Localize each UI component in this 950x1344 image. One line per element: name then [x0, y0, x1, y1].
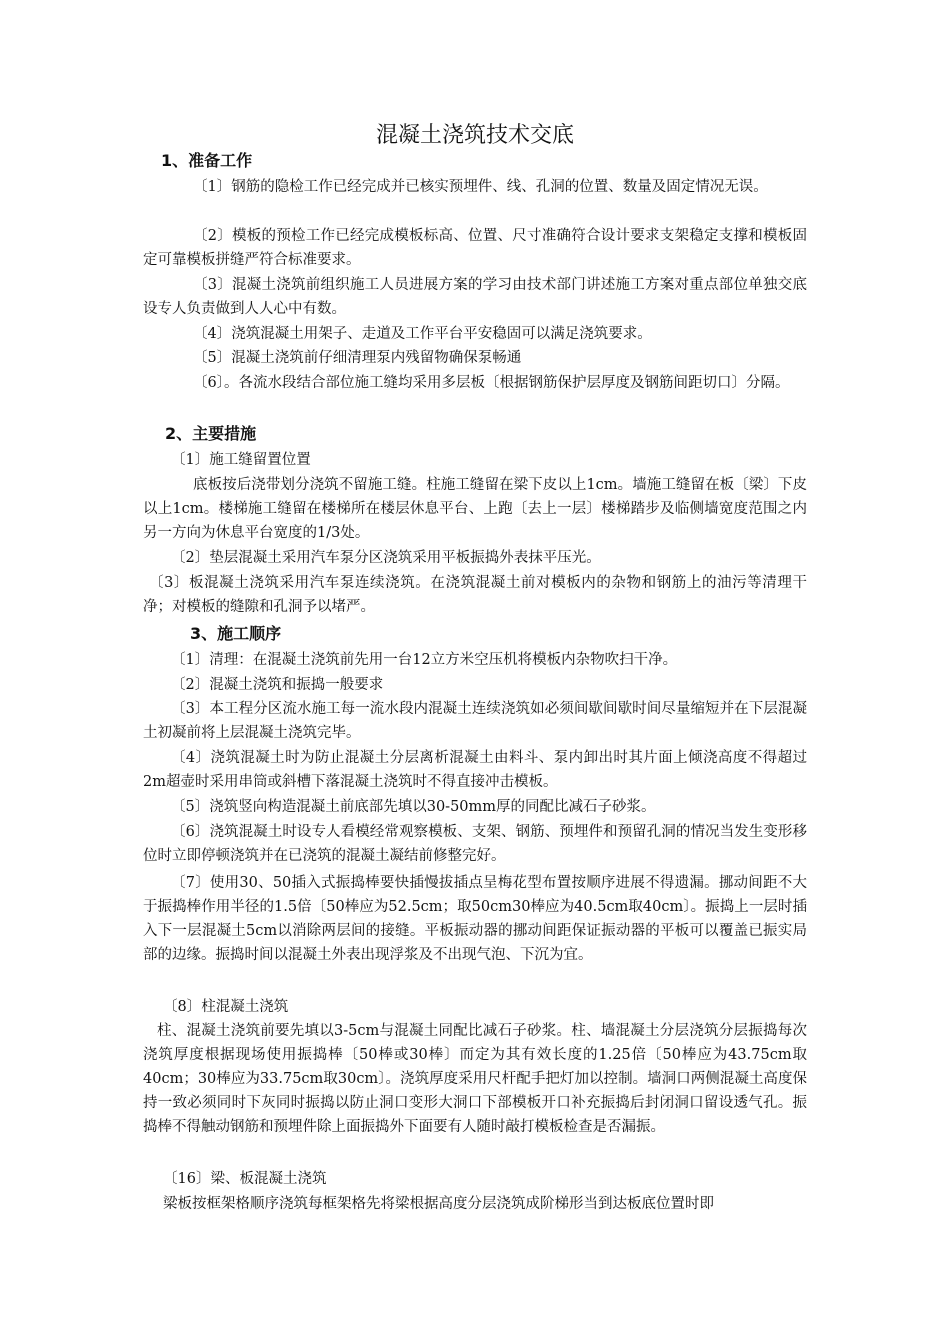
- paragraph: 〔4〕浇筑混凝土用架子、走道及工作平台平安稳固可以满足浇筑要求。: [193, 326, 652, 342]
- paragraph: 〔8〕柱混凝土浇筑: [163, 999, 289, 1015]
- section-heading-measures: 2、主要措施: [165, 424, 257, 443]
- paragraph: 〔16〕梁、板混凝土浇筑: [163, 1171, 327, 1187]
- paragraph: 〔6〕浇筑混凝土时设专人看模经常观察模板、支架、钢筋、预埋件和预留孔洞的情况当发生变形移位时立即停顿浇筑并在已浇筑的混凝土凝结前修整完好。: [143, 824, 807, 864]
- paragraph: 〔6〕。各流水段结合部位施工缝均采用多层板〔根据钢筋保护层厚度及钢筋间距切口〕分隔。: [193, 375, 790, 391]
- paragraph: 梁板按框架格顺序浇筑每框架格先将梁根据高度分层浇筑成阶梯形当到达板底位置时即: [163, 1196, 714, 1212]
- paragraph: 〔7〕使用30、50插入式振捣棒要快插慢拔插点呈梅花型布置按顺序进展不得遗漏。挪动间距不大于振捣棒作用半径的1.5倍〔50棒应为52.5cm；取50cm30棒应为40.5cm取40cm〕。振捣上一层时插入下一层混凝土5cm以消除两层间的接缝。平板振动器的挪动间距保证振动器的平板可以覆盖已振实局部的边缘。振捣时间以混凝土外表出现浮浆及不出现气泡、下沉为宜。: [143, 875, 807, 963]
- document-title: 混凝土浇筑技术交底: [375, 123, 574, 148]
- section-heading-preparation: 1、准备工作: [161, 151, 253, 170]
- section-heading-sequence: 3、施工顺序: [190, 624, 282, 643]
- paragraph: 〔4〕浇筑混凝土时为防止混凝土分层离析混凝土由料斗、泵内卸出时其片面上倾浇高度不得超过2m超壶时采用串筒或斜槽下落混凝土浇筑时不得直接冲击模板。: [143, 750, 807, 790]
- paragraph: 〔1〕施工缝留置位置: [171, 452, 311, 468]
- paragraph: 〔3〕混凝土浇筑前组织施工人员进展方案的学习由技术部门讲述施工方案对重点部位单独交底设专人负责做到人人心中有数。: [143, 277, 807, 317]
- paragraph: 〔1〕钢筋的隐检工作已经完成并已核实预埋件、线、孔洞的位置、数量及固定情况无误。: [193, 179, 768, 195]
- paragraph: 〔2〕混凝土浇筑和振捣一般要求: [171, 677, 384, 693]
- paragraph: 〔5〕混凝土浇筑前仔细清理泵内残留物确保泵畅通: [193, 350, 522, 366]
- paragraph: 〔5〕浇筑竖向构造混凝土前底部先填以30-50mm厚的同配比减石子砂浆。: [171, 799, 656, 815]
- paragraph: 〔2〕垫层混凝土采用汽车泵分区浇筑采用平板振捣外表抹平压光。: [171, 550, 601, 566]
- paragraph: 〔3〕本工程分区流水施工每一流水段内混凝土连续浇筑如必须间歇间歇时间尽量缩短并在下层混凝土初凝前将上层混凝土浇筑完毕。: [143, 701, 807, 741]
- paragraph: 柱、混凝土浇筑前要先填以3-5cm与混凝土同配比减石子砂浆。柱、墙混凝土分层浇筑分层振捣每次浇筑厚度根据现场使用振捣棒〔50棒或30棒〕而定为其有效长度的1.25倍〔50棒应为43.75cm取40cm；30棒应为33.75cm取30cm〕。浇筑厚度采用尺杆配手把灯加以控制。墙洞口两侧混凝土高度保持一致必须同时下灰同时振捣以防止洞口变形大洞口下部模板开口补充振捣后封闭洞口留设透气孔。振捣棒不得触动钢筋和预埋件除上面振捣外下面要有人随时敲打模板检查是否漏振。: [143, 1023, 807, 1135]
- paragraph: 底板按后浇带划分浇筑不留施工缝。柱施工缝留在梁下皮以上1cm。墙施工缝留在板〔梁〕下皮以上1cm。楼梯施工缝留在楼梯所在楼层休息平台、上跑〔去上一层〕楼梯踏步及临侧墙宽度范围之内另一方向为休息平台宽度的1/3处。: [143, 477, 807, 541]
- paragraph: 〔3〕板混凝土浇筑采用汽车泵连续浇筑。在浇筑混凝土前对模板内的杂物和钢筋上的油污等清理干净；对模板的缝隙和孔洞予以堵严。: [143, 575, 807, 615]
- paragraph: 〔2〕模板的预检工作已经完成模板标高、位置、尺寸准确符合设计要求支架稳定支撑和模板固定可靠模板拼缝严符合标准要求。: [143, 228, 807, 268]
- paragraph: 〔1〕清理：在混凝土浇筑前先用一台12立方米空压机将模板内杂物吹扫干净。: [171, 652, 678, 668]
